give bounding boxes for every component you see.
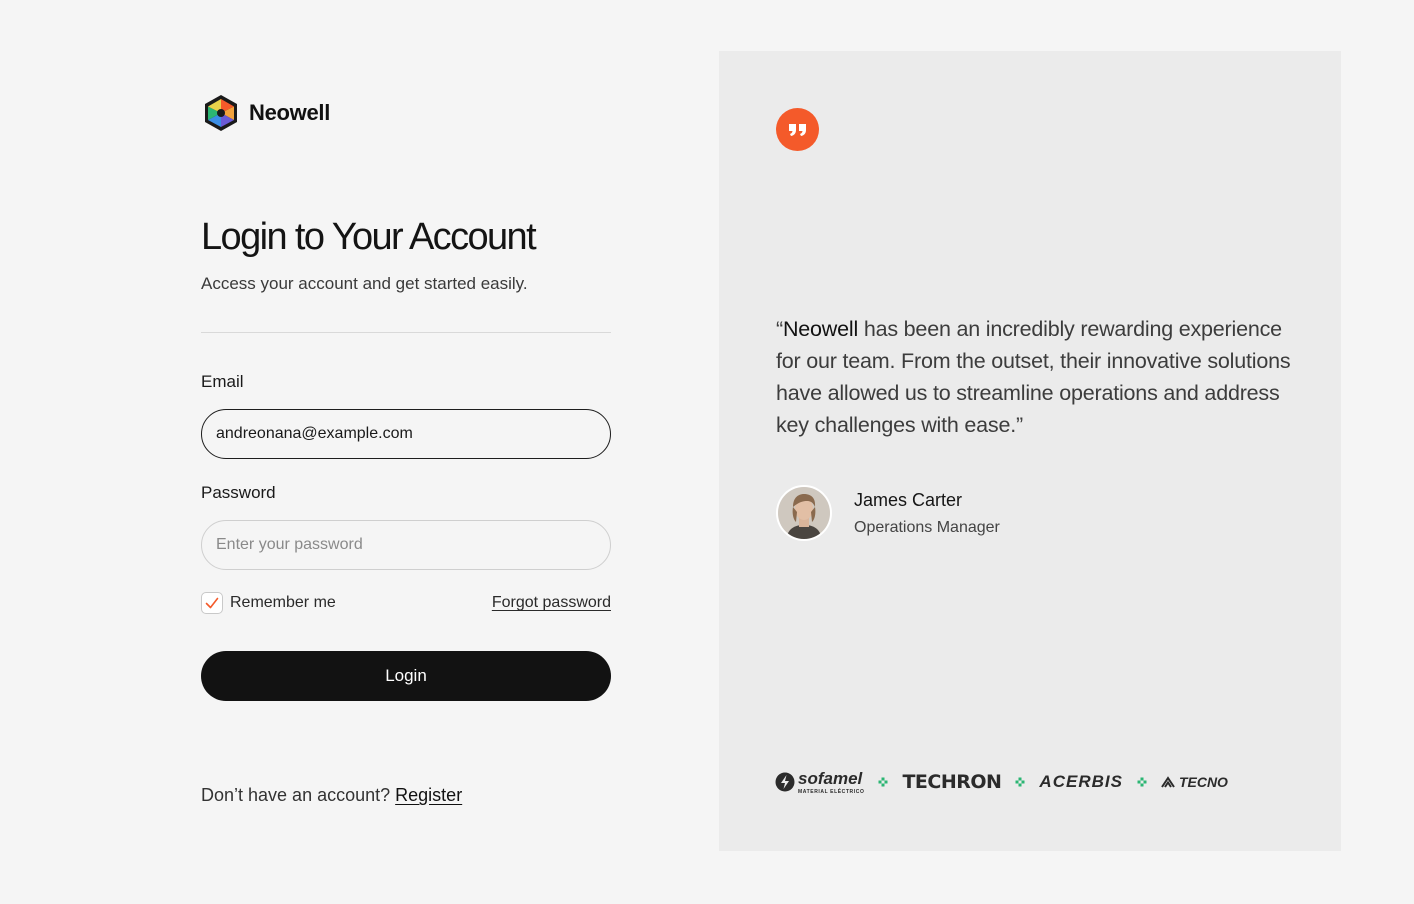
page-subtitle: Access your account and get started easily. [201, 274, 528, 293]
avatar [776, 485, 832, 541]
password-label: Password [201, 483, 276, 502]
divider [201, 332, 611, 333]
register-link[interactable]: Register [395, 785, 463, 805]
forgot-password-link[interactable]: Forgot password [491, 594, 611, 611]
register-prompt: Don’t have an account? [201, 785, 391, 805]
partner-logo-acerbis: ACERBIS [1039, 772, 1123, 791]
brand-name: Neowell [249, 100, 331, 125]
author-name: James Carter [854, 489, 963, 510]
tecno-wordmark: TECNO [1178, 774, 1228, 790]
testimonial-author [776, 485, 1000, 541]
avatar-portrait [778, 487, 830, 539]
hexagon-logo-icon [201, 93, 241, 133]
quote-badge [776, 108, 819, 151]
remember-me-label: Remember me [230, 594, 336, 611]
tecno-mark-icon [1161, 776, 1175, 788]
diamond-icon [878, 777, 888, 787]
check-icon [204, 595, 220, 611]
author-role: Operations Manager [854, 518, 1000, 536]
testimonial-quote [776, 313, 1296, 441]
partner-logo-sofamel [775, 769, 864, 795]
partner-logos [775, 769, 1228, 795]
sofamel-mark-icon [775, 772, 795, 792]
login-column [201, 0, 611, 904]
checkbox-box[interactable] [201, 592, 223, 614]
partner-logo-techron: TECHRON [902, 771, 1002, 793]
page-title: Login to Your Account [201, 216, 536, 258]
login-button[interactable]: Login [201, 651, 611, 701]
register-row [201, 785, 462, 806]
author-details [854, 490, 1000, 537]
sofamel-subtitle: MATERIAL ELÉCTRICO [798, 789, 865, 795]
email-label: Email [201, 372, 244, 391]
diamond-icon [1015, 777, 1025, 787]
quote-body: has been an incredibly rewarding experience for our team. From the outset, their innovative solutions have allowed us to streamline operations and address key challenges with ease.” [776, 317, 1291, 437]
quote-open: “ [776, 317, 783, 341]
partner-logo-tecno [1161, 774, 1228, 790]
testimonial-panel [719, 51, 1341, 851]
diamond-icon [1137, 777, 1147, 787]
quote-icon [788, 123, 808, 137]
email-field[interactable] [201, 409, 611, 459]
quote-brand: Neowell [782, 317, 859, 341]
remember-me-checkbox[interactable] [201, 592, 336, 614]
brand[interactable] [201, 93, 330, 133]
password-field[interactable] [201, 520, 611, 570]
sofamel-wordmark: sofamel [798, 769, 863, 788]
